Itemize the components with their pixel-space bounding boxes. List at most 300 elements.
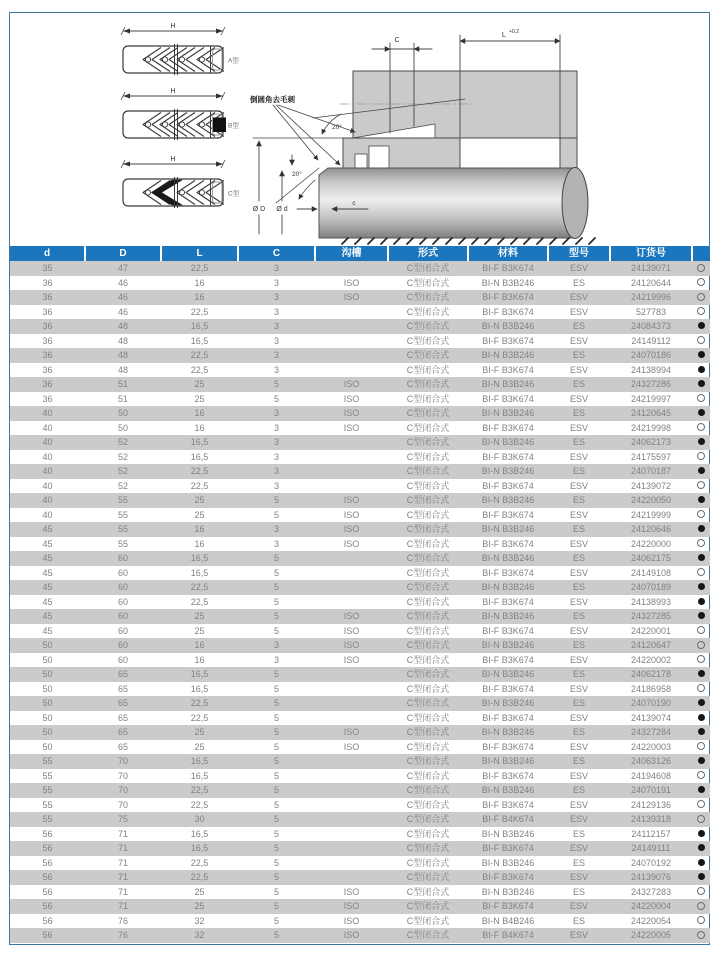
filled-dot-icon (698, 830, 705, 837)
cell-type: C型闭合式 (388, 551, 468, 566)
table-row (10, 595, 710, 610)
cell-D-cap: 60 (85, 551, 161, 566)
cell-type: C型闭合式 (388, 290, 468, 305)
table-row (10, 783, 710, 798)
cell-model: ESV (569, 509, 588, 520)
table-row (10, 421, 710, 436)
groove-step (355, 154, 367, 168)
cell-C: 3 (238, 290, 315, 305)
cell-d: 40 (42, 451, 53, 462)
cell-C: 5 (273, 741, 279, 752)
cell-D-cap: 46 (117, 306, 128, 317)
cell-D-cap: 60 (117, 654, 128, 665)
cell-material: BI-N B3B246 (468, 551, 548, 566)
cell-groove (315, 435, 388, 450)
cell-availability (692, 856, 710, 871)
cell-C: 5 (238, 812, 315, 827)
cell-model: ESV (569, 422, 588, 433)
cell-D-cap: 71 (85, 899, 161, 914)
cell-groove (315, 261, 388, 276)
cell-d: 55 (10, 754, 85, 769)
profile-label: C型 (228, 190, 240, 198)
open-dot-icon (697, 887, 705, 895)
cell-C: 5 (238, 870, 315, 885)
table-row (10, 522, 710, 537)
filled-dot-icon (698, 366, 705, 373)
cell-order-no: 24063126 (610, 754, 692, 769)
table-row (10, 508, 710, 523)
cell-L: 22,5 (161, 261, 238, 276)
table-row (10, 667, 710, 682)
cell-L: 16,5 (161, 435, 238, 450)
cell-type: C型闭合式 (388, 783, 468, 798)
cell-L: 25 (194, 509, 205, 520)
cell-D-cap: 52 (117, 480, 128, 491)
cell-d: 36 (42, 364, 53, 375)
cell-order-no: 24219996 (610, 290, 692, 305)
cell-order-no: 24062175 (610, 551, 692, 566)
cell-C: 5 (273, 857, 279, 868)
table-row (10, 638, 710, 653)
cell-model: ESV (569, 538, 588, 549)
cell-availability (692, 638, 710, 653)
cell-order-no: 24220050 (610, 493, 692, 508)
cell-d: 36 (42, 306, 53, 317)
cell-d: 36 (10, 319, 85, 334)
cell-D-cap: 65 (117, 712, 128, 723)
cell-order-no: 24070192 (630, 857, 672, 868)
cell-type: C型闭合式 (388, 464, 468, 479)
cell-model: ES (548, 522, 610, 537)
cell-groove (315, 464, 388, 479)
cell-C: 5 (238, 667, 315, 682)
cell-model: ESV (548, 899, 610, 914)
cell-groove: ISO (315, 406, 388, 421)
cell-order-no: 24220003 (630, 741, 672, 752)
col-header-groove: 沟槽 (315, 246, 388, 261)
table-row (10, 812, 710, 827)
cell-d: 40 (10, 493, 85, 508)
cell-C: 3 (238, 522, 315, 537)
cell-C: 3 (273, 364, 279, 375)
cell-availability (692, 450, 710, 465)
cell-material: BI-F B3K674 (468, 261, 548, 276)
table-row (10, 798, 710, 813)
cell-L: 16,5 (161, 754, 238, 769)
cell-L: 25 (194, 393, 205, 404)
cell-d: 40 (42, 509, 53, 520)
cell-order-no: 527783 (635, 306, 667, 317)
cell-groove (315, 754, 388, 769)
cell-groove (315, 696, 388, 711)
cell-availability (692, 406, 710, 421)
angle-lower-label: 20° (292, 171, 302, 178)
table-row (10, 740, 710, 755)
cell-C: 3 (273, 335, 279, 346)
cell-groove (315, 812, 388, 827)
open-dot-icon (697, 510, 705, 518)
cell-type: C型闭合式 (406, 683, 450, 694)
cell-d: 35 (10, 261, 85, 276)
gland-body (353, 71, 577, 138)
open-dot-icon (697, 481, 705, 489)
cell-groove (315, 798, 388, 813)
cell-D-cap: 65 (85, 725, 161, 740)
cell-D-cap: 60 (117, 567, 128, 578)
cell-L: 22,5 (190, 364, 209, 375)
cell-C: 5 (273, 770, 279, 781)
filled-dot-icon (698, 859, 705, 866)
cell-order-no: 24120645 (610, 406, 692, 421)
filled-dot-icon (698, 438, 705, 445)
seal-profile-B (121, 88, 239, 140)
cell-L: 22,5 (190, 712, 209, 723)
cell-d: 56 (10, 899, 85, 914)
cell-type: C型闭合式 (406, 393, 450, 404)
cell-C: 5 (273, 712, 279, 723)
cell-material: BI-N B3B246 (468, 435, 548, 450)
cell-d: 50 (10, 696, 85, 711)
cell-material: BI-F B3K674 (468, 841, 548, 856)
cell-groove: ISO (343, 886, 360, 897)
cell-material: BI-F B3K674 (482, 596, 534, 607)
cell-L: 16,5 (190, 828, 209, 839)
cell-D-cap: 70 (117, 799, 128, 810)
table-row (10, 769, 710, 784)
cell-material: BI-F B4K674 (468, 812, 548, 827)
cell-groove: ISO (343, 915, 360, 926)
cell-C: 5 (273, 799, 279, 810)
cell-C: 3 (273, 422, 279, 433)
cell-material: BI-F B3K674 (482, 451, 534, 462)
table-row (10, 363, 710, 378)
filled-dot-icon (698, 467, 705, 474)
cell-D-cap: 55 (85, 522, 161, 537)
cell-groove: ISO (315, 638, 388, 653)
table-row (10, 406, 710, 421)
cell-order-no: 24112157 (631, 828, 671, 839)
cell-order-no: 24219998 (630, 422, 672, 433)
cell-model: ESV (569, 364, 588, 375)
cell-model: ESV (548, 928, 610, 943)
cell-groove: ISO (343, 277, 360, 288)
cell-type: C型闭合式 (406, 422, 450, 433)
cell-C: 3 (238, 406, 315, 421)
cell-d: 45 (42, 538, 53, 549)
open-dot-icon (697, 394, 705, 402)
cell-C: 5 (273, 683, 279, 694)
cell-L: 16,5 (190, 451, 209, 462)
cell-groove (315, 827, 388, 842)
col-header-L: L (161, 246, 238, 261)
table-row (10, 885, 710, 900)
cell-groove (315, 841, 388, 856)
cell-material: BI-F B3K674 (482, 683, 534, 694)
table-row (10, 870, 710, 885)
cell-model: ESV (548, 841, 610, 856)
cell-L: 16,5 (190, 335, 209, 346)
cell-type: C型闭合式 (406, 306, 450, 317)
cell-d: 40 (42, 480, 53, 491)
cell-groove: ISO (315, 899, 388, 914)
cell-L: 16,5 (190, 770, 209, 781)
cell-D-cap: 52 (117, 451, 128, 462)
cell-d: 40 (10, 406, 85, 421)
cell-d: 50 (10, 638, 85, 653)
cell-L: 22,5 (190, 857, 209, 868)
cell-D-cap: 70 (85, 754, 161, 769)
cell-material: BI-F B3K674 (482, 393, 534, 404)
cell-L: 25 (194, 625, 205, 636)
open-dot-icon (697, 423, 705, 431)
filled-dot-icon (698, 554, 705, 561)
table-row (10, 566, 710, 581)
cell-L: 16 (194, 654, 205, 665)
cell-groove: ISO (315, 609, 388, 624)
chamfer-c-label: c (352, 200, 356, 207)
cell-order-no: 24220000 (630, 538, 672, 549)
col-header-order-no: 订货号 (610, 246, 692, 261)
cell-availability (692, 435, 710, 450)
cell-C: 5 (238, 377, 315, 392)
cell-availability (692, 798, 710, 813)
cell-availability (692, 624, 710, 639)
filled-dot-icon (698, 714, 705, 721)
filled-dot-icon (698, 525, 705, 532)
cell-availability (692, 682, 710, 697)
cell-model: ESV (569, 712, 588, 723)
filled-dot-icon (698, 757, 705, 764)
cell-material: BI-N B3B246 (468, 319, 548, 334)
cell-D-cap: 46 (117, 277, 128, 288)
cell-type: C型闭合式 (388, 319, 468, 334)
cell-model: ESV (548, 261, 610, 276)
cell-d: 56 (42, 828, 53, 839)
cell-order-no: 24070191 (610, 783, 692, 798)
cell-material: BI-F B3K674 (482, 567, 534, 578)
cell-C: 3 (273, 654, 279, 665)
cell-C: 3 (238, 464, 315, 479)
cell-groove (315, 870, 388, 885)
cell-d: 36 (42, 277, 53, 288)
table-row (10, 841, 710, 856)
cell-availability (692, 290, 710, 305)
cell-type: C型闭合式 (388, 435, 468, 450)
cell-D-cap: 55 (117, 538, 128, 549)
col-header-type: 形式 (388, 246, 468, 261)
cell-material: BI-N B3B246 (468, 754, 548, 769)
cell-D-cap: 60 (117, 596, 128, 607)
cell-d: 50 (42, 741, 53, 752)
cell-model: ES (548, 580, 610, 595)
cell-order-no: 24139076 (610, 870, 692, 885)
dia-inner-label: Ø d (276, 206, 288, 213)
cell-material: BI-F B3K674 (468, 290, 548, 305)
table-row (10, 682, 710, 697)
cell-availability (692, 653, 710, 668)
cell-D-cap: 47 (85, 261, 161, 276)
cell-model: ESV (569, 654, 588, 665)
cell-material: BI-N B3B246 (468, 493, 548, 508)
cell-material: BI-N B3B246 (481, 277, 535, 288)
cell-C: 3 (238, 261, 315, 276)
table-row (10, 754, 710, 769)
seal-profile-C (121, 156, 240, 208)
cell-C: 5 (273, 625, 279, 636)
cell-material: BI-F B3K674 (482, 799, 534, 810)
cell-C: 3 (238, 348, 315, 363)
technical-drawing (10, 13, 710, 245)
cell-order-no: 24139071 (610, 261, 692, 276)
dim-h-label: H (170, 88, 176, 95)
cell-C: 5 (273, 509, 279, 520)
cell-availability (692, 348, 710, 363)
cell-C: 5 (238, 609, 315, 624)
cell-material: BI-N B3B246 (468, 638, 548, 653)
cell-availability (692, 537, 710, 552)
cell-model: ES (572, 886, 585, 897)
cell-model: ES (548, 667, 610, 682)
cell-C: 5 (273, 886, 279, 897)
cell-C: 5 (238, 928, 315, 943)
cell-availability (692, 276, 710, 291)
open-dot-icon (697, 568, 705, 576)
cell-order-no: 24327283 (630, 886, 672, 897)
cell-availability (692, 870, 710, 885)
cell-d: 36 (10, 377, 85, 392)
cell-order-no: 24120644 (630, 277, 672, 288)
cell-L: 22,5 (161, 580, 238, 595)
cell-availability (692, 566, 710, 581)
cell-order-no: 24327286 (610, 377, 692, 392)
cell-L: 22,5 (161, 783, 238, 798)
cell-D-cap: 48 (85, 319, 161, 334)
cell-L: 16 (194, 538, 205, 549)
cell-order-no: 24194608 (630, 770, 672, 781)
cell-C: 5 (273, 828, 279, 839)
piston-rod (319, 168, 575, 238)
cell-d: 40 (10, 464, 85, 479)
seal-profile-drawings (121, 23, 240, 208)
cell-order-no: 24070189 (610, 580, 692, 595)
table-row (10, 899, 710, 914)
cell-groove: ISO (315, 377, 388, 392)
cell-order-no: 24327285 (610, 609, 692, 624)
cell-model: ES (548, 493, 610, 508)
col-header-model: 型号 (548, 246, 610, 261)
cell-groove (315, 682, 388, 697)
cell-d: 45 (42, 625, 53, 636)
cell-groove (315, 551, 388, 566)
cell-availability (692, 725, 710, 740)
cell-d: 50 (10, 667, 85, 682)
cell-model: ESV (548, 870, 610, 885)
cell-availability (692, 363, 710, 378)
filled-dot-icon (698, 322, 705, 329)
table-row (10, 305, 710, 320)
cell-D-cap: 50 (85, 406, 161, 421)
cell-groove (315, 566, 388, 581)
cell-D-cap: 75 (85, 812, 161, 827)
open-dot-icon (697, 539, 705, 547)
cell-availability (692, 464, 710, 479)
cell-type: C型闭合式 (406, 567, 450, 578)
table-row (10, 551, 710, 566)
table-row (10, 319, 710, 334)
cell-groove (315, 305, 388, 320)
cell-D-cap: 65 (117, 741, 128, 752)
cell-material: BI-N B3B246 (468, 522, 548, 537)
dim-c-label: C (394, 37, 400, 44)
cell-L: 22,5 (161, 696, 238, 711)
cell-availability (692, 783, 710, 798)
open-dot-icon (697, 626, 705, 634)
filled-dot-icon (698, 409, 705, 416)
cell-model: ESV (569, 567, 588, 578)
cell-C: 5 (238, 580, 315, 595)
filled-dot-icon (698, 844, 705, 851)
cell-d: 50 (42, 654, 53, 665)
cell-C: 5 (238, 725, 315, 740)
cell-groove: ISO (315, 290, 388, 305)
cell-model: ESV (569, 625, 588, 636)
cell-availability (692, 421, 710, 436)
cell-d: 45 (42, 567, 53, 578)
cell-order-no: 24070186 (610, 348, 692, 363)
filled-dot-icon (698, 583, 705, 590)
cell-material: BI-N B3B246 (468, 377, 548, 392)
cell-material: BI-F B3K674 (482, 712, 534, 723)
cell-groove: ISO (343, 741, 360, 752)
dim-l-label: L (501, 30, 507, 39)
cell-availability (692, 711, 710, 726)
cell-L: 25 (161, 493, 238, 508)
cell-order-no: 24139318 (610, 812, 692, 827)
table-row (10, 609, 710, 624)
cell-L: 25 (161, 899, 238, 914)
cell-L: 25 (161, 609, 238, 624)
cell-L: 25 (161, 377, 238, 392)
cell-D-cap: 65 (85, 696, 161, 711)
cell-type: C型闭合式 (406, 538, 450, 549)
cell-material: BI-N B3B246 (481, 828, 535, 839)
cell-material: BI-N B3B246 (468, 580, 548, 595)
cell-d: 45 (42, 596, 53, 607)
cell-availability (692, 392, 710, 407)
cell-C: 3 (273, 277, 279, 288)
cell-order-no: 24062173 (610, 435, 692, 450)
cell-availability (692, 522, 710, 537)
cell-d: 50 (10, 725, 85, 740)
table-row (10, 290, 710, 305)
table-row (10, 914, 710, 929)
cell-groove: ISO (315, 522, 388, 537)
cell-availability (692, 754, 710, 769)
cell-d: 40 (42, 422, 53, 433)
table-row (10, 537, 710, 552)
cell-C: 5 (238, 551, 315, 566)
cell-C: 5 (273, 915, 279, 926)
cell-D-cap: 51 (85, 377, 161, 392)
table-row (10, 435, 710, 450)
table-row (10, 725, 710, 740)
cell-model: ES (548, 464, 610, 479)
cell-model: ES (572, 915, 585, 926)
cell-material: BI-F B3K674 (482, 306, 534, 317)
cell-d: 56 (42, 886, 53, 897)
cell-L: 16,5 (190, 567, 209, 578)
seal-groove (369, 146, 389, 168)
